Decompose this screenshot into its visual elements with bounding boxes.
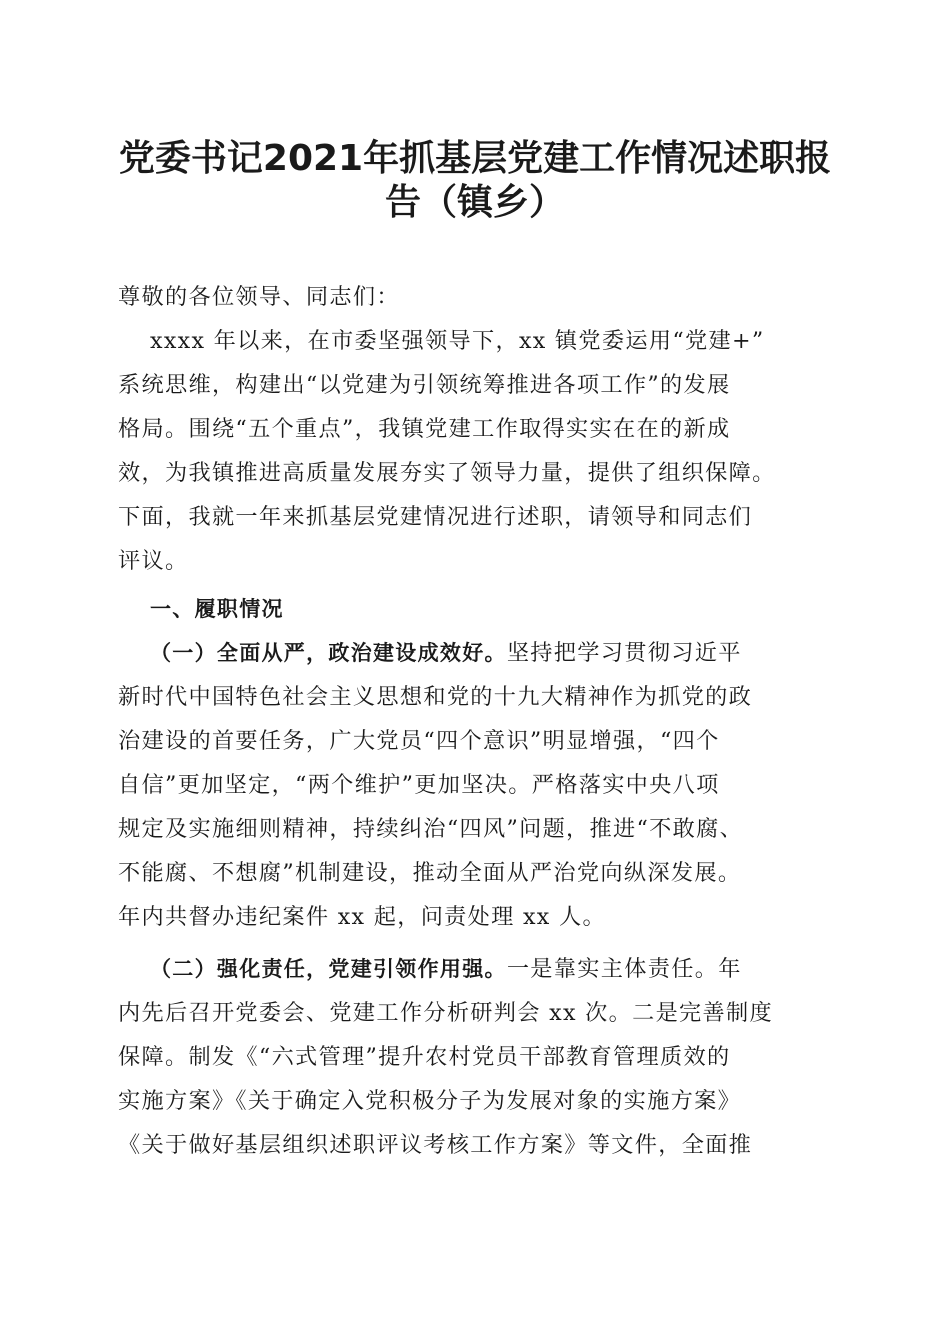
document-title-line-2: 告（镇乡） <box>384 182 565 223</box>
item2-first-rest: 一是靠实主体责任。年 <box>506 956 742 982</box>
intro-line-1: xxxx 年以来，在市委坚强领导下，xx 镇党委运用“党建+” <box>150 328 765 354</box>
intro-line-4: 效，为我镇推进高质量发展夯实了领导力量，提供了组织保障。 <box>118 460 776 486</box>
item1-first-rest: 坚持把学习贯彻习近平 <box>506 640 742 666</box>
item2-line: 《关于做好基层组织述职评议考核工作方案》等文件，全面推 <box>118 1132 753 1158</box>
item2-lead: （二）强化责任，党建引领作用强。 <box>150 957 507 981</box>
item1-lead: （一）全面从严，政治建设成效好。 <box>150 641 507 665</box>
item1-line: 新时代中国特色社会主义思想和党的十九大精神作为抓党的政 <box>118 684 753 710</box>
item1-line: 规定及实施细则精神，持续纠治“四风”问题，推进“不敢腐、 <box>118 816 744 842</box>
intro-line-3: 格局。围绕“五个重点”，我镇党建工作取得实实在在的新成 <box>118 416 731 442</box>
intro-line-6: 评议。 <box>118 548 189 574</box>
item2-line: 内先后召开党委会、党建工作分析研判会 xx 次。二是完善制度 <box>118 1000 774 1026</box>
section-heading: 一、履职情况 <box>150 597 284 621</box>
intro-line-5: 下面，我就一年来抓基层党建情况进行述职，请领导和同志们 <box>118 504 753 530</box>
item1-line: 不能腐、不想腐”机制建设，推动全面从严治党向纵深发展。 <box>118 860 742 886</box>
item1-line: 自信”更加坚定，“两个维护”更加坚决。严格落实中央八项 <box>118 772 720 798</box>
salutation: 尊敬的各位领导、同志们： <box>118 284 400 310</box>
item1-line: 年内共督办违纪案件 xx 起，问责处理 xx 人。 <box>118 904 606 930</box>
item2-line: 实施方案》《关于确定入党积极分子为发展对象的实施方案》 <box>118 1088 742 1114</box>
item1-line: 治建设的首要任务，广大党员“四个意识”明显增强，“四个 <box>118 728 720 754</box>
item2-line: 保障。制发《“六式管理”提升农村党员干部教育管理质效的 <box>118 1044 731 1070</box>
document-title-line-1: 党委书记2021年抓基层党建工作情况述职报 <box>118 138 832 179</box>
intro-line-2: 系统思维，构建出“以党建为引领统筹推进各项工作”的发展 <box>118 372 731 398</box>
item1-first-line <box>150 632 872 675</box>
item2-first-line <box>150 948 872 991</box>
